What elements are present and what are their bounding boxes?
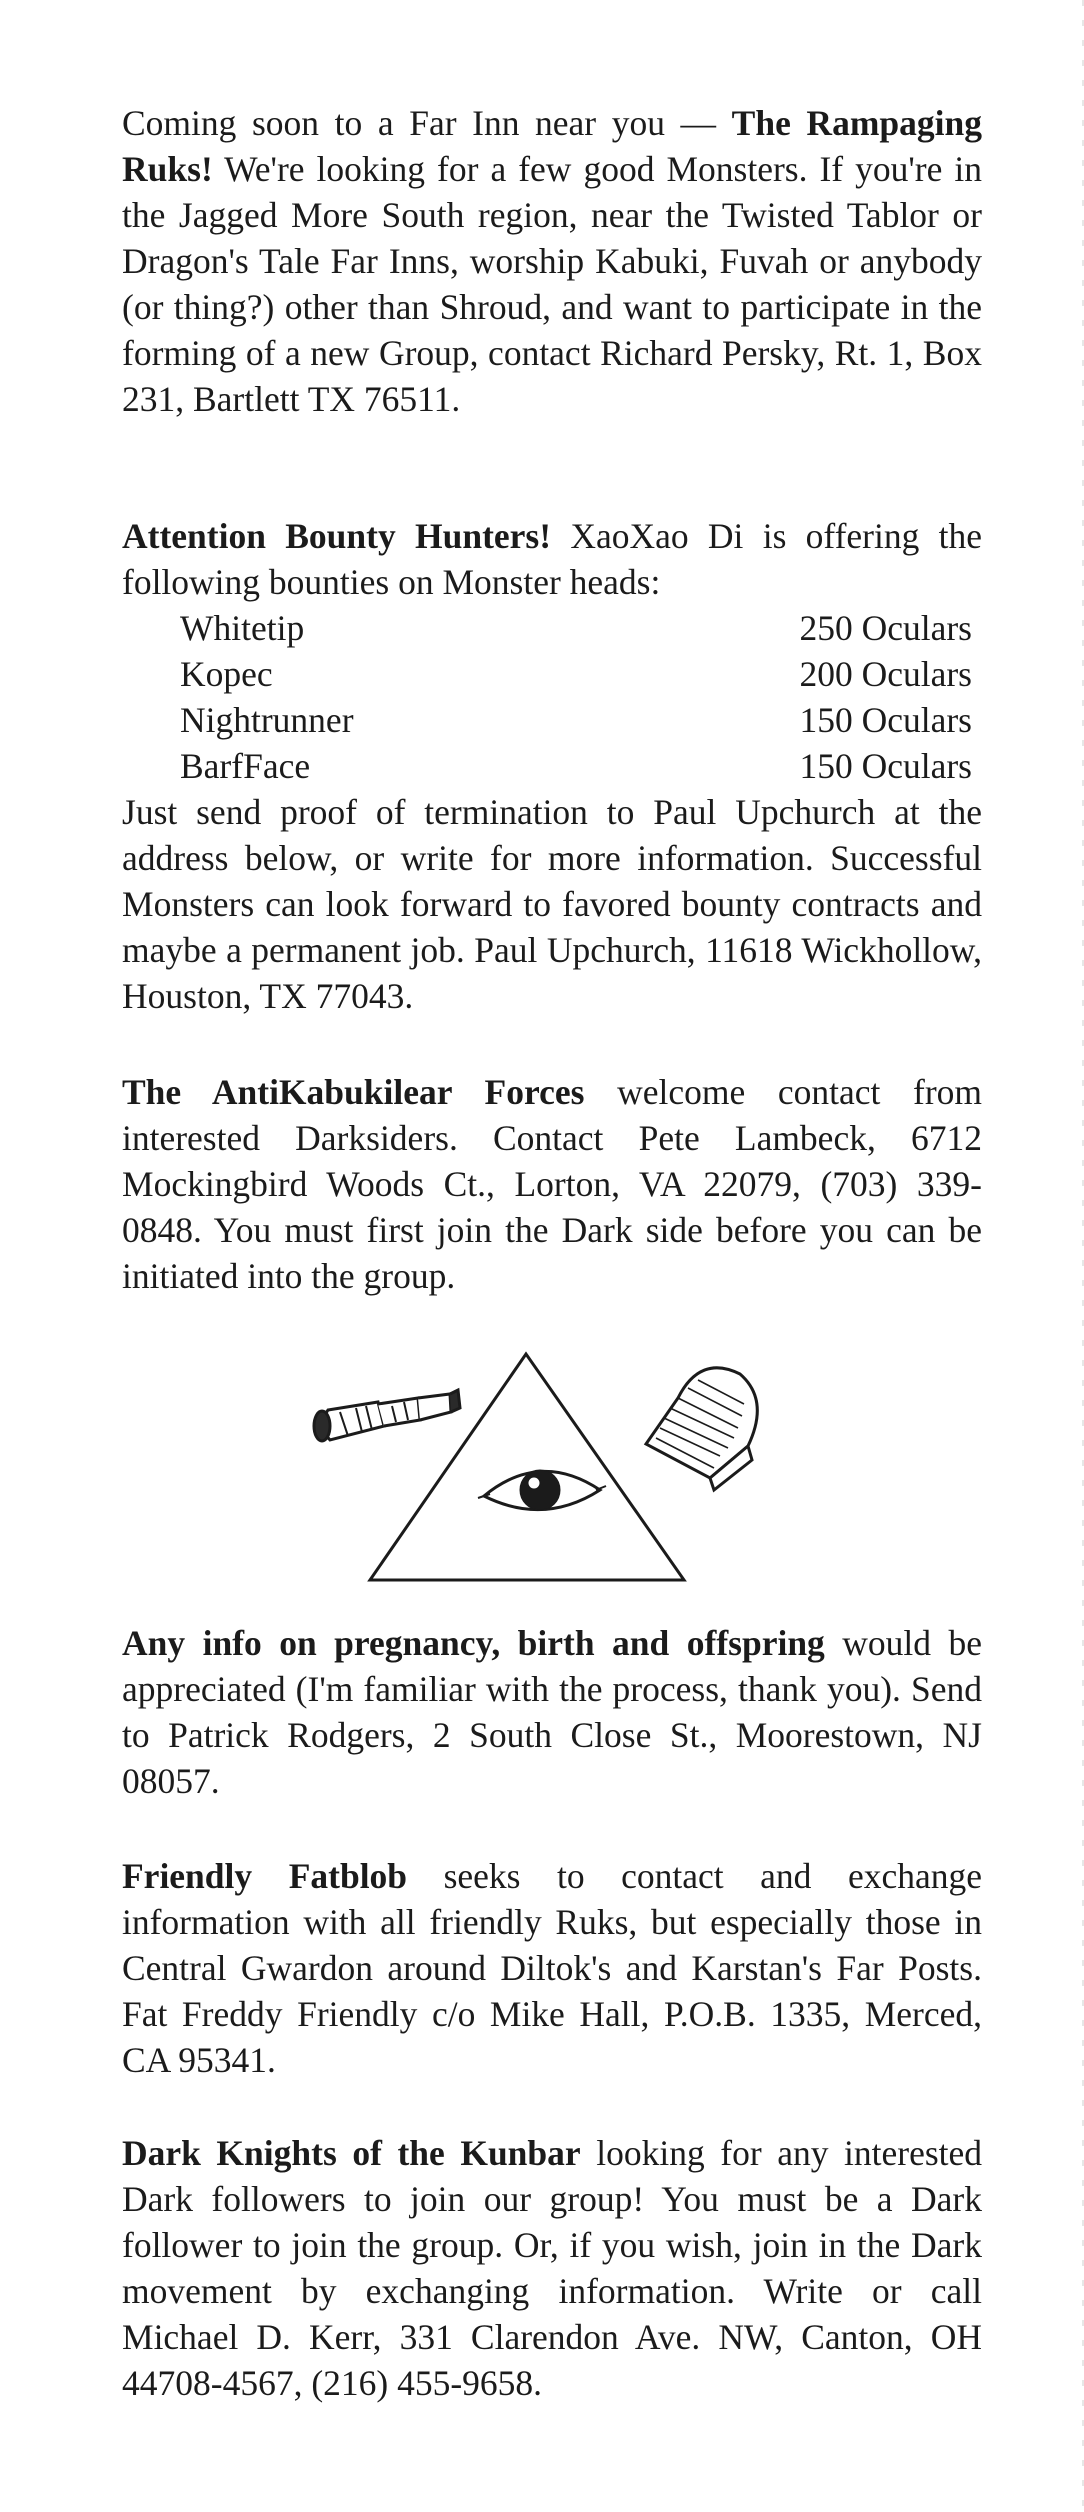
bounty-name: Kopec: [180, 654, 273, 694]
bounty-amount: 250 Oculars: [799, 608, 972, 648]
bounty-row: [122, 743, 982, 789]
ad-text: Coming soon to a Far Inn near you —: [122, 103, 717, 143]
ad-headline: Friendly Fatblob: [122, 1856, 408, 1896]
bounty-row: [122, 605, 982, 651]
bounty-amount: 150 Oculars: [799, 746, 972, 786]
ad-headline: The Rampaging Ruks!: [122, 103, 982, 189]
bounty-row: [122, 697, 982, 743]
ad-friendly-fatblob: [122, 1853, 982, 2083]
ad-body: [122, 1853, 982, 2083]
ad-pregnancy-info: [122, 1620, 982, 1804]
ad-headline: Any info on pregnancy, birth and offspring: [122, 1623, 825, 1663]
ad-body: [122, 513, 982, 605]
bounty-name: Whitetip: [180, 608, 305, 648]
all-seeing-eye-icon: [370, 1354, 684, 1580]
ad-text: welcome contact from interested Darksiders. Contact Pete Lambeck, 6712 Mockingbird Woods Ct., Lorton, VA 22079, (703) 339-0848. You must first join the Dark side before you can be initiated into the group.: [122, 1072, 982, 1296]
ad-rampaging-ruks: [122, 100, 982, 422]
ad-headline: Attention Bounty Hunters!: [122, 516, 552, 556]
bounty-row: [122, 651, 982, 697]
ad-antikabukilear-forces: [122, 1069, 982, 1299]
ad-headline: The AntiKabukilear Forces: [122, 1072, 585, 1112]
scroll-tablet-icon: [646, 1368, 757, 1490]
ad-body: [122, 100, 982, 422]
ad-text: seeks to contact and exchange information with all friendly Ruks, but especially those in Central Gwardon around Diltok's and Karstan's Far Posts. Fat Freddy Friendly c/o Mike Hall, P.O.B. 1335, Merced, CA 95341.: [122, 1856, 982, 2080]
ad-text: XaoXao Di is offering the following bounties on Monster heads:: [122, 516, 982, 602]
ad-text: would be appreciated (I'm familiar with the process, thank you). Send to Patrick Rodgers, 2 South Close St., Moorestown, NJ 08057.: [122, 1623, 982, 1801]
ad-body: [122, 1620, 982, 1804]
illustration: [300, 1340, 860, 1590]
ad-dark-knights: [122, 2130, 982, 2406]
ad-text: looking for any interested Dark followers to join our group! You must be a Dark follower to join the group. Or, if you wish, join in the Dark movement by exchanging information. Write or call Michael D. Kerr, 331 Clarendon Ave. NW, Canton, OH 44708-4567, (216) 455-9658.: [122, 2133, 983, 2403]
ad-text: Just send proof of termination to Paul Upchurch at the address below, or write for more information. Successful Monsters can look forward to favored bounty contracts and maybe a permanent job. Paul Upchurch, 11618 Wickhollow, Houston, TX 77043.: [122, 792, 982, 1016]
bounty-amount: 150 Oculars: [799, 700, 972, 740]
spyglass-icon: [314, 1390, 460, 1441]
ad-body: [122, 1069, 982, 1299]
ad-bounty-hunters: [122, 513, 982, 1019]
ad-text: We're looking for a few good Monsters. If you're in the Jagged More South region, near the Twisted Tablor or Dragon's Tale Far Inns, worship Kabuki, Fuvah or anybody (or thing?) other than Shroud, and want to participate in the forming of a new Group, contact Richard Persky, Rt. 1, Box 231, Bartlett TX 76511.: [122, 149, 982, 419]
bounty-amount: 200 Oculars: [799, 654, 972, 694]
ad-headline: Dark Knights of the Kunbar: [122, 2133, 581, 2173]
bounty-name: Nightrunner: [180, 700, 354, 740]
bounty-name: BarfFace: [180, 746, 311, 786]
ad-body: [122, 2130, 982, 2406]
